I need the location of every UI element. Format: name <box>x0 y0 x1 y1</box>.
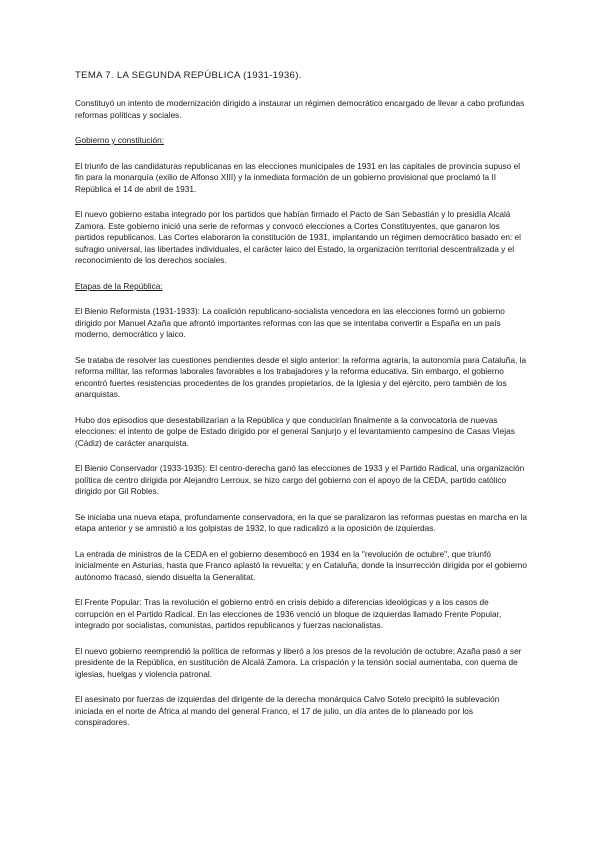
document-title: TEMA 7. LA SEGUNDA REPÚBLICA (1931-1936). <box>75 70 302 81</box>
paragraph: El triunfo de las candidaturas republicanas en las elecciones municipales de 1931 en las capitales de provincia supuso el fin para la monarquía (exilio de Alfonso XIII) y la inmediata formación de un gobierno provisional que proclamó la II República el 14 de abril de 1931. <box>75 160 521 194</box>
paragraph: El Frente Popular: Tras la revolución el gobierno entró en crisis debido a diferencias ideológicas y a los casos de corrupción en el Partido Radical. En las elecciones de 1936 venció un bloque de izquierdas llamado Frente Popular, integrado por socialistas, comunistas, partidos republicanos y fuerzas nacionalistas. <box>75 597 502 630</box>
section-heading-etapas: Etapas de la República: <box>75 280 163 291</box>
paragraph: Hubo dos episodios que desestabilizarían a la República y que conducirían finalmente a la convocatoria de nuevas elecciones: el intento de golpe de Estado dirigido por el general Sanjurjo y el levantamiento campesino de Casas Viejas (Cádiz) de carácter anarquista. <box>75 414 515 448</box>
paragraph: Se trataba de resolver las cuestiones pendientes desde el siglo anterior: la reforma agraria, la autonomía para Cataluña, la reforma militar, las reformas laborales favorables a los trabajadores y la reforma educativa. Sin embargo, el gobierno encontró fuertes resistencias procedentes de los grandes propietarios, de la Iglesia y del ejército, pero también de los anarquistas. <box>75 354 527 399</box>
paragraph: El nuevo gobierno estaba integrado por los partidos que habían firmado el Pacto de San Sebastián y lo presidía Alcalá Zamora. Este gobierno inició una serie de reformas y convocó elecciones a Cortes Constituyentes, que ganaron los partidos republicanos. Las Cortes elaboraron la constitución de 1931, implantando un régimen democrático basado en: el sufragio universal, las libertades individuales, el carácter laico del Estado, la organización territorial descentralizada y el reconocimiento de los derechos sociales. <box>75 209 522 265</box>
document-page <box>75 70 527 743</box>
intro-paragraph: Constituyó un intento de modernización dirigido a instaurar un régimen democrático encargado de llevar a cabo profundas reformas políticas y sociales. <box>75 98 525 120</box>
section-heading-gobierno: Gobierno y constitución: <box>75 135 165 145</box>
paragraph: La entrada de ministros de la CEDA en el gobierno desembocó en 1934 en la "revolución de octubre", que triunfó inicialmente en Asturias, hasta que Franco aplastó la revuelta; y en Cataluña, donde la insurrección dirigida por el gobierno autónomo fracasó, siendo disuelta la Generalitat. <box>75 548 527 582</box>
paragraph: El nuevo gobierno reemprendió la política de reformas y liberó a los presos de la revolución de octubre; Azaña pasó a ser presidente de la República, en sustitución de Alcalá Zamora. La crispación y la tensión social aumentaba, con quema de iglesias, huelgas y violencia patronal. <box>75 645 522 679</box>
paragraph: Se iniciaba una nueva etapa, profundamente conservadora, en la que se paralizaron las reformas puestas en marcha en la etapa anterior y se amnistió a los golpistas de 1932, lo que radicalizó a la oposición de izquierdas. <box>75 511 528 533</box>
paragraph: El asesinato por fuerzas de izquierdas del dirigente de la derecha monárquica Calvo Sotelo precipitó la sublevación iniciada en el norte de África al mando del general Franco, el 17 de julio, un día antes de lo planeado por los conspiradores. <box>75 694 500 727</box>
paragraph: El Bienio Conservador (1933-1935): El centro-derecha ganó las elecciones de 1933 y el Partido Radical, una organización política de centro dirigida por Alejandro Lerroux, se hizo cargo del gobierno con el apoyo de la CEDA, partido católico dirigido por Gil Robles. <box>75 463 525 496</box>
paragraph: El Bienio Reformista (1931-1933): La coalición republicano-socialista vencedora en las elecciones formó un gobierno dirigido por Manuel Azaña que afrontó importantes reformas con las que se intentaba convertir a España en un país moderno, democrático y laico. <box>75 306 505 339</box>
